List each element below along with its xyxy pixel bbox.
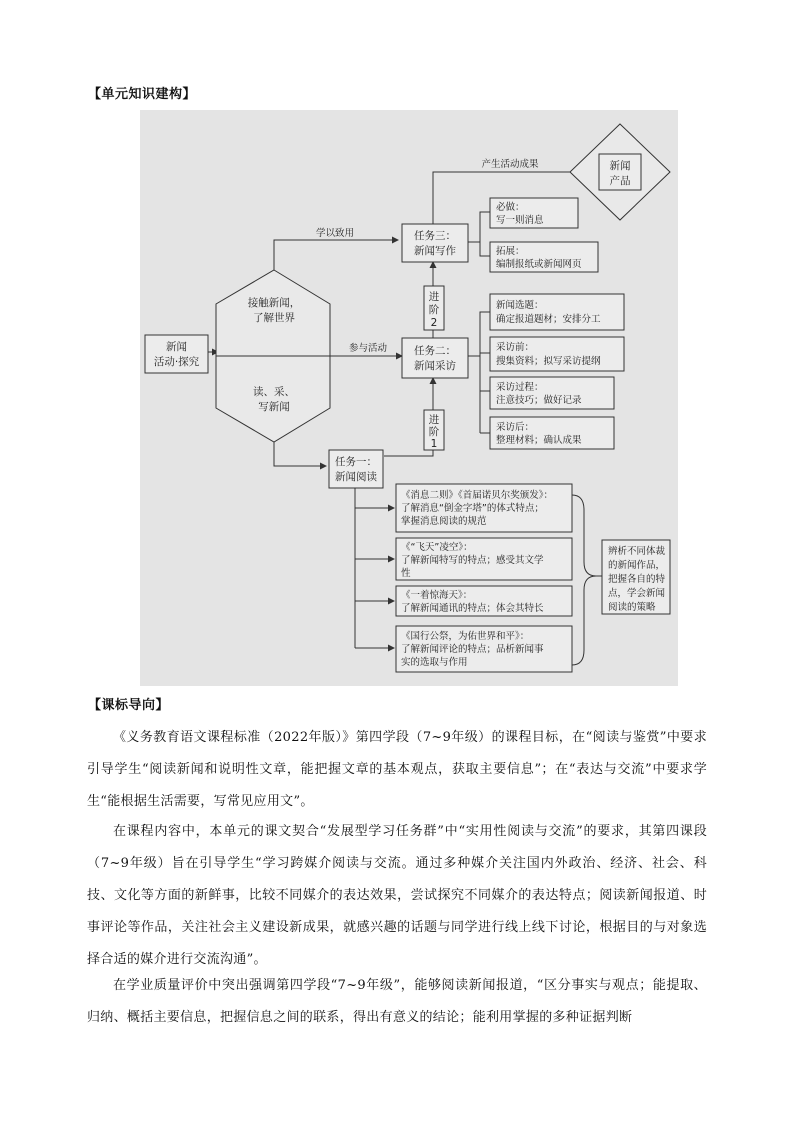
label-join: 参与活动 [348, 343, 388, 354]
label-product: 产生活动成果 [481, 159, 539, 170]
product-line-2: 产品 [609, 175, 631, 187]
task2-item-3-l2: 注意技巧；做好记录 [496, 395, 582, 406]
task3-item-2-l2: 编制报纸或新闻网页 [496, 259, 582, 270]
section-title-standards: 【课标导向】 [88, 698, 170, 713]
task3-line-2: 新闻写作 [414, 245, 456, 257]
task2-line-1: 任务二： [414, 345, 456, 357]
section-title-knowledge: 【单元知识建构】 [88, 87, 197, 102]
step1-char-3: 1 [430, 438, 438, 450]
task1-item-4-l1: 《国行公祭，为佑世界和平》： [401, 631, 530, 642]
task2-item-4-l1: 采访后： [496, 422, 535, 433]
task3-line-1: 任务三： [414, 230, 456, 242]
task1-item-2-l1: 《“飞天”凌空》： [401, 542, 473, 553]
task2-item-1-l2: 确定报道题材；安排分工 [496, 314, 601, 325]
start-line-2: 活动·探究 [153, 356, 200, 368]
summary-l5: 阅读的策略 [608, 602, 656, 613]
task3-item-2-l1: 拓展： [496, 246, 525, 257]
summary-l1: 辨析不同体裁 [608, 546, 666, 557]
task2-item-3-l1: 采访过程： [496, 382, 544, 393]
product-line-1: 新闻 [609, 160, 631, 172]
task1-item-4-l2: 了解新闻评论的特点；品析新闻事 [401, 644, 544, 655]
step2-char-2: 阶 [428, 304, 440, 316]
paragraph-1: 《义务教育语文课程标准（2022年版）》第四学段（7~9年级）的课程目标，在“阅读与鉴赏”中要求引导学生“阅读新闻和说明性文章，能把握文章的基本观点，获取主要信息”；在“表达与交流”中要求学生“能根据生活需要，写常见应用文”。 [87, 730, 707, 809]
task1-item-1-l3: 掌握消息阅读的规范 [401, 516, 487, 527]
task2-item-2-l1: 采访前： [496, 342, 535, 353]
task2-item-1-l1: 新闻选题： [496, 300, 544, 311]
step2-char-3: 2 [430, 317, 438, 329]
task1-item-4-l3: 实的选取与作用 [401, 657, 468, 668]
task1-item-2-l2: 了解新闻特写的特点；感受其文学 [401, 555, 544, 566]
label-learn: 学以致用 [315, 228, 355, 239]
task1-item-3-l1: 《一着惊海天》： [401, 590, 473, 601]
start-line-1: 新闻 [166, 341, 187, 353]
task1-item-2-l3: 性 [401, 568, 411, 579]
step1-char-2: 阶 [428, 426, 440, 438]
summary-l3: 把握各自的特 [608, 574, 666, 585]
step2-char-1: 进 [428, 291, 440, 303]
summary-l2: 的新闻作品， [608, 560, 666, 571]
step1-char-1: 进 [428, 414, 440, 426]
task3-item-1-l2: 写一则消息 [496, 215, 544, 226]
task1-item-1-l1: 《消息二则》《首届诺贝尔奖颁发》： [401, 490, 554, 501]
paragraph-3: 在学业质量评价中突出强调第四学段“7~9年级”，能够阅读新闻报道，“区分事实与观点；能提取、归纳、概括主要信息，把握信息之间的联系，得出有意义的结论；能利用掌握的多种证据判断 [87, 978, 707, 1025]
unit-knowledge-diagram [140, 110, 678, 686]
hex-top-line-1: 接触新闻， [247, 297, 301, 309]
hex-bottom-line-1: 读、采、 [253, 386, 295, 398]
task1-line-2: 新闻阅读 [335, 471, 377, 483]
task2-item-2-l2: 搜集资料；拟写采访提纲 [496, 356, 601, 367]
task1-item-1-l2: 了解消息“倒金字塔”的体式特点； [401, 503, 544, 514]
task2-item-4-l2: 整理材料；确认成果 [496, 435, 582, 446]
summary-l4: 点，学会新闻 [608, 588, 666, 599]
task3-item-1-l1: 必做： [496, 202, 525, 213]
task2-line-2: 新闻采访 [414, 360, 456, 372]
hex-top-line-2: 了解世界 [253, 312, 295, 324]
task1-line-1: 任务一： [335, 456, 377, 468]
task2-box [402, 338, 468, 378]
hex-bottom-line-2: 写新闻 [258, 401, 290, 413]
paragraph-2: 在课程内容中，本单元的课文契合“发展型学习任务群”中“实用性阅读与交流”的要求，其第四课段（7~9年级）旨在引导学生“学习跨媒介阅读与交流。通过多种媒介关注国内外政治、经济、社会、科技、文化等方面的新鲜事，比较不同媒介的表达效果，尝试探究不同媒介的表达特点；阅读新闻报道、时事评论等作品，关注社会主义建设新成果，就感兴趣的话题与同学进行线上线下讨论，根据目的与对象选择合适的媒介进行交流沟通”。 [87, 824, 707, 967]
task1-item-3-l2: 了解新闻通讯的特点；体会其特长 [401, 603, 544, 614]
